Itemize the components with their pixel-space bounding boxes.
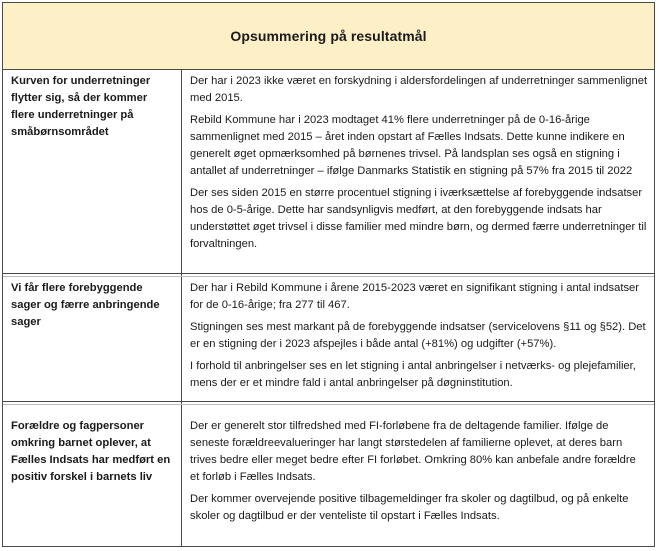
row-body <box>190 418 648 530</box>
summary-table <box>2 2 655 547</box>
row-body <box>190 73 648 258</box>
row-paragraph: Rebild Kommune har i 2023 modtaget 41% flere underretninger på de 0-16-årige sammenlignet med 2015 – året inden opstart af Fælles Indsats. Dette kunne indikere en generelt øget opmærksomhed på børnenes trivsel. På landsplan ses også en stigning i antallet af underretninger – ifølge Danmarks Statistik en stigning på 57% fra 2015 til 2022 <box>190 114 633 177</box>
row-heading: Forældre og fagpersoner omkring barnet oplever, at Fælles Indsats har medført en positiv forskel i barnets liv <box>11 420 171 483</box>
row-paragraph: I forhold til anbringelser ses en let stigning i antal anbringelser i netværks- og plejefamilier, mens der er et mindre fald i antal anbringelser på døgninstitution. <box>190 360 636 389</box>
table-title: Opsummering på resultatmål <box>230 28 427 44</box>
table-header <box>3 3 654 70</box>
row-paragraph: Der kommer overvejende positive tilbagemeldinger fra skoler og dagtilbud, og på enkelte skoler og dagtilbud er der venteliste til opstart i Fælles Indsats. <box>190 493 629 522</box>
row-heading: Kurven for underretninger flytter sig, så der kommer flere underretninger på småbørnsområdet <box>11 75 151 138</box>
row-paragraph: Der ses siden 2015 en større procentuel stigning i iværksættelse af forebyggende indsatser hos de 0-5-årige. Dette har sandsynligvis medført, at den forebyggende indsats har understøttet øget trivsel i disse familier med mindre børn, og dermed færre underretninger til forvaltningen. <box>190 187 647 250</box>
row-paragraph: Der er generelt stor tilfredshed med FI-forløbene fra de deltagende familier. Ifølge de seneste forældreevalueringer har langt størstedelen af familierne oplevet, at deres barn trives bedre eller meget bedre efter FI forløbet. Omkring 80% kan anbefale andre forældre et forløb i Fælles Indsats. <box>190 420 636 483</box>
table-row <box>3 405 654 546</box>
row-paragraph: Der har i Rebild Kommune i årene 2015-2023 været en signifikant stigning i antal indsatser for de 0-16-årige; fra 277 til 467. <box>190 282 639 311</box>
row-paragraph: Stigningen ses mest markant på de forebyggende indsatser (servicelovens §11 og §52). Det er en stigning der i 2023 afspejles i både antal (+81%) og udgifter (+57%). <box>190 321 646 350</box>
row-paragraph: Der har i 2023 ikke været en forskydning i aldersfordelingen af underretninger sammenlignet med 2015. <box>190 75 648 104</box>
row-heading: Vi får flere forebyggende sager og færre anbringende sager <box>11 282 160 328</box>
table-row <box>3 277 654 402</box>
table-row <box>3 69 654 274</box>
row-body <box>190 280 648 397</box>
